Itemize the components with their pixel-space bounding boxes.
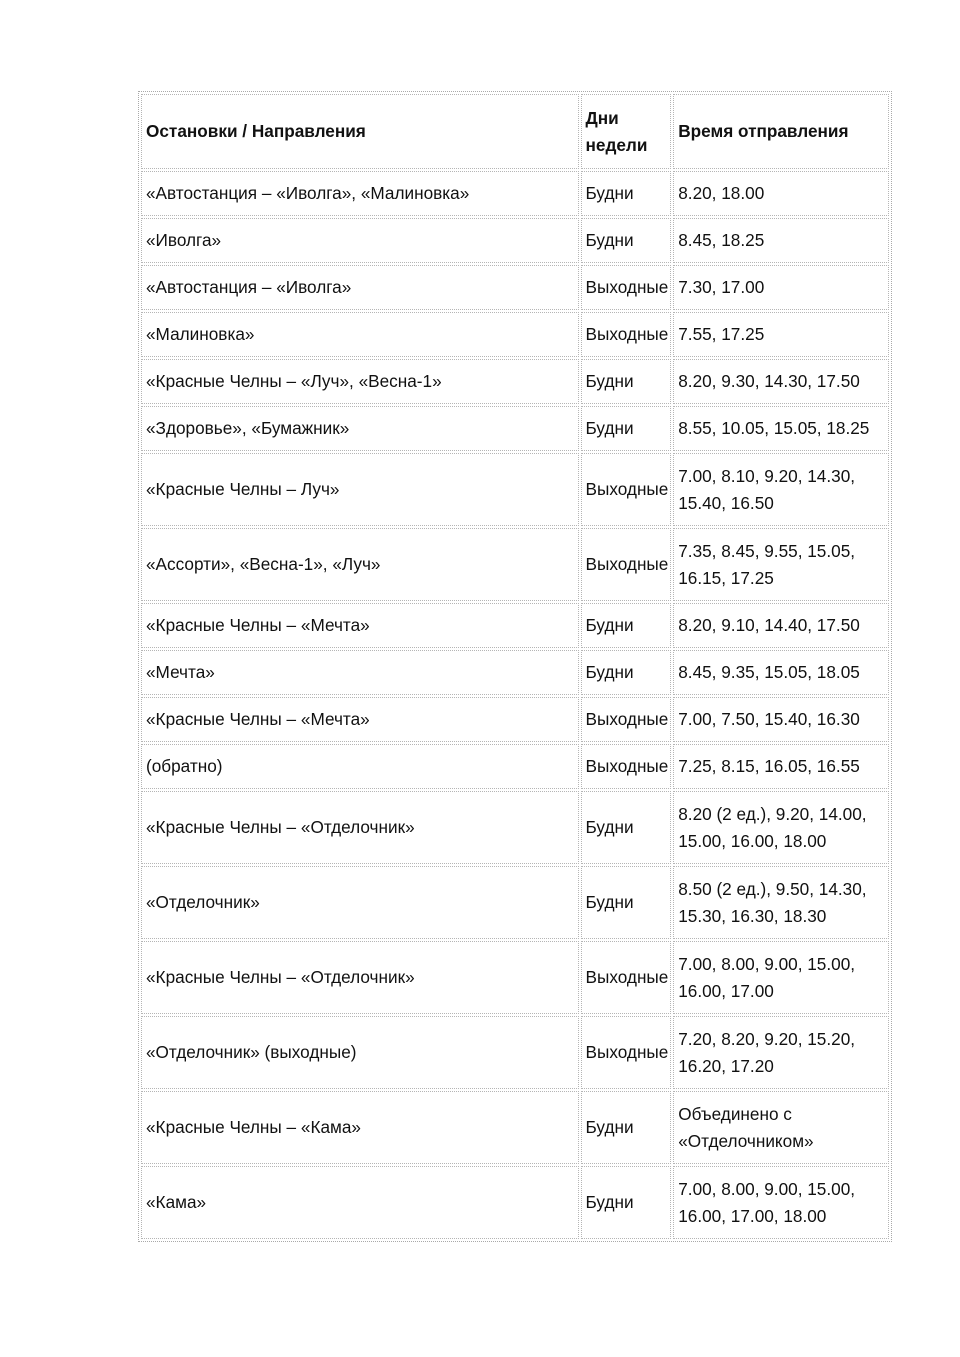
stop-cell [141,406,579,451]
time-text: 8.50 (2 ед.), 9.50, 14.30, 15.30, 16.30, 18.30 [678,878,867,926]
days-text: Будни [585,817,634,837]
stop-cell [141,528,579,601]
stop-cell [141,941,579,1014]
time-cell [673,171,889,216]
table-row [141,941,889,1014]
days-cell [581,359,672,404]
stop-text: «Красные Челны – Луч» [146,479,340,499]
time-text: Объединено с «Отделочником» [678,1103,814,1151]
days-cell [581,866,672,939]
time-cell [673,866,889,939]
days-cell [581,697,672,742]
stop-cell [141,791,579,864]
days-header: Дни недели [581,94,672,169]
time-text: 7.00, 7.50, 15.40, 16.30 [678,709,860,729]
table-row [141,866,889,939]
stop-text: «Отделочник» [146,892,260,912]
stop-cell [141,218,579,263]
days-cell [581,744,672,789]
days-text: Выходные [585,277,669,297]
days-cell [581,941,672,1014]
table-row [141,603,889,648]
table-row [141,312,889,357]
stop-text: «Красные Челны – «Отделочник» [146,817,415,837]
time-cell [673,744,889,789]
time-cell [673,650,889,695]
time-cell [673,1091,889,1164]
days-text: Будни [585,1117,634,1137]
time-text: 7.55, 17.25 [678,324,765,344]
time-cell [673,359,889,404]
stop-text: «Красные Челны – «Луч», «Весна-1» [146,371,442,391]
days-text: Будни [585,183,634,203]
stop-text: «Красные Челны – «Кама» [146,1117,361,1137]
table-row [141,171,889,216]
days-text: Выходные [585,1042,669,1062]
table-row [141,697,889,742]
days-cell [581,603,672,648]
stop-cell [141,1016,579,1089]
stop-text: «Ассорти», «Весна-1», «Луч» [146,554,381,574]
days-cell [581,406,672,451]
stop-cell [141,603,579,648]
table-row [141,744,889,789]
table-row [141,218,889,263]
days-cell [581,265,672,310]
stop-cell [141,1166,579,1239]
table-row [141,650,889,695]
time-text: 8.20, 9.30, 14.30, 17.50 [678,371,860,391]
table-row [141,1016,889,1089]
table-row [141,528,889,601]
time-cell [673,1016,889,1089]
time-cell [673,312,889,357]
stop-text: «Автостанция – «Иволга», «Малиновка» [146,183,470,203]
days-text: Будни [585,615,634,635]
days-text: Будни [585,371,634,391]
table-header [141,94,889,169]
days-cell [581,650,672,695]
stop-text: «Здоровье», «Бумажник» [146,418,350,438]
time-text: 7.00, 8.00, 9.00, 15.00, 16.00, 17.00 [678,953,856,1001]
stop-cell [141,1091,579,1164]
days-text: Выходные [585,554,669,574]
stop-cell [141,171,579,216]
stop-text: «Мечта» [146,662,215,682]
time-cell [673,697,889,742]
table-body [141,171,889,1239]
stop-cell [141,359,579,404]
days-text: Будни [585,892,634,912]
days-cell [581,1091,672,1164]
stop-text: «Иволга» [146,230,222,250]
time-text: 7.30, 17.00 [678,277,765,297]
time-cell [673,941,889,1014]
days-text: Выходные [585,967,669,987]
time-text: 7.35, 8.45, 9.55, 15.05, 16.15, 17.25 [678,540,856,588]
stop-cell [141,744,579,789]
departure-time-header: Время отправления [673,94,889,169]
stop-text: «Кама» [146,1192,207,1212]
table-row [141,359,889,404]
time-cell [673,791,889,864]
days-text: Выходные [585,709,669,729]
bus-schedule-table [138,91,892,1242]
days-text: Будни [585,1192,634,1212]
days-cell [581,791,672,864]
days-cell [581,453,672,526]
stop-cell [141,697,579,742]
days-cell [581,312,672,357]
time-text: 7.25, 8.15, 16.05, 16.55 [678,756,860,776]
table-row [141,406,889,451]
stop-text: «Малиновка» [146,324,255,344]
time-text: 7.20, 8.20, 9.20, 15.20, 16.20, 17.20 [678,1028,856,1076]
table-row [141,453,889,526]
stop-text: «Красные Челны – «Отделочник» [146,967,415,987]
time-cell [673,218,889,263]
days-text: Будни [585,418,634,438]
table-row [141,265,889,310]
table-row [141,1091,889,1164]
time-text: 8.20, 18.00 [678,183,765,203]
stop-cell [141,650,579,695]
stops-header: Остановки / Направления [141,94,579,169]
days-cell [581,1016,672,1089]
time-cell [673,453,889,526]
time-text: 8.55, 10.05, 15.05, 18.25 [678,418,870,438]
time-text: 8.20 (2 ед.), 9.20, 14.00, 15.00, 16.00, 18.00 [678,803,867,851]
stop-text: «Отделочник» (выходные) [146,1042,357,1062]
days-text: Будни [585,662,634,682]
time-cell [673,1166,889,1239]
header-row [141,94,889,169]
table-row [141,791,889,864]
time-cell [673,528,889,601]
stop-cell [141,265,579,310]
stop-cell [141,453,579,526]
stop-text: «Автостанция – «Иволга» [146,277,352,297]
stop-text: «Красные Челны – «Мечта» [146,615,370,635]
table-row [141,1166,889,1239]
days-text: Выходные [585,756,669,776]
days-cell [581,171,672,216]
days-cell [581,218,672,263]
time-text: 7.00, 8.10, 9.20, 14.30, 15.40, 16.50 [678,465,856,513]
time-text: 8.20, 9.10, 14.40, 17.50 [678,615,860,635]
time-cell [673,406,889,451]
stop-cell [141,866,579,939]
stop-text: «Красные Челны – «Мечта» [146,709,370,729]
days-cell [581,528,672,601]
time-text: 8.45, 18.25 [678,230,765,250]
days-text: Выходные [585,324,669,344]
time-text: 8.45, 9.35, 15.05, 18.05 [678,662,860,682]
stop-cell [141,312,579,357]
days-cell [581,1166,672,1239]
time-text: 7.00, 8.00, 9.00, 15.00, 16.00, 17.00, 18.00 [678,1178,856,1226]
time-cell [673,265,889,310]
time-cell [673,603,889,648]
stop-text: (обратно) [146,756,223,776]
days-text: Будни [585,230,634,250]
days-text: Выходные [585,479,669,499]
